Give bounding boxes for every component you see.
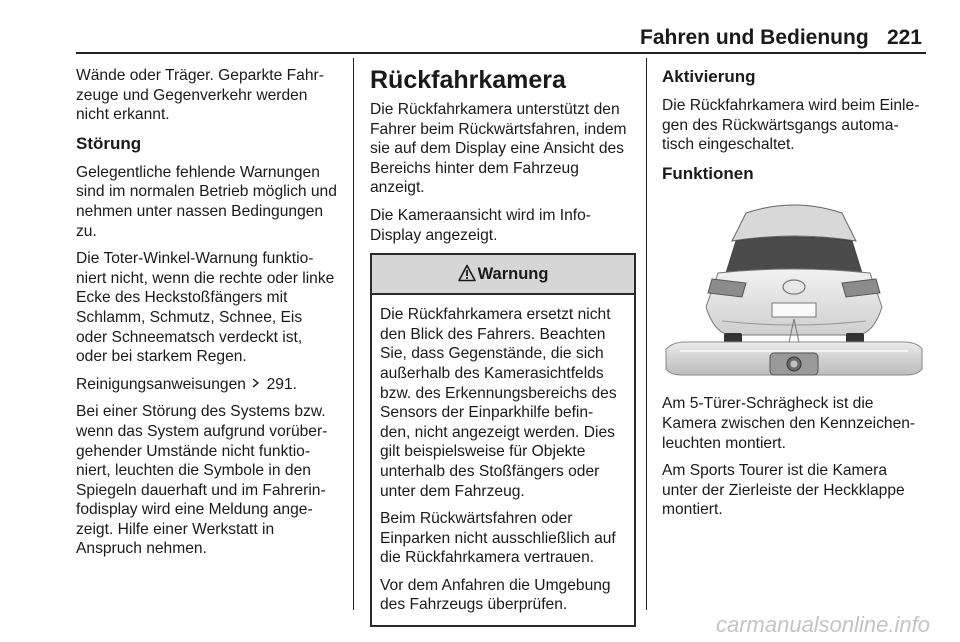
column-divider-right	[646, 58, 647, 610]
paragraph-sports-tourer-camera: Am Sports Tourer ist die Kamera unter der Zierleiste der Heckklappe montiert.	[662, 462, 905, 519]
page-reference-arrow-icon	[250, 377, 262, 389]
car-rear-view	[706, 205, 882, 345]
warning-box	[370, 253, 636, 627]
page-number: 221	[886, 26, 922, 49]
warning-paragraph-1: Die Rückfahrkamera ersetzt nicht den Blick des Fahrers. Beachten Sie, dass Gegenstände, die sich außerhalb des Kamerasichtfelds bzw. des Erkennungsbereichs des Sensors der Einparkhilfe befin- den, nicht angezeigt werden. Dies gilt beispielsweise für Objekte unterhalb des Stoßfängers oder unter dem Fahrzeug.	[380, 306, 617, 500]
camera-detail-view	[666, 342, 922, 375]
paragraph-occasional-warnings: Gelegentliche fehlende Warnungen sind im normalen Betrieb möglich und nehmen unter nassen Bedingungen zu.	[76, 163, 337, 240]
warning-paragraph-3: Vor dem Anfahren die Umgebung des Fahrzeugs überprüfen.	[380, 576, 611, 614]
paragraph-hatchback-camera: Am 5-Türer-Schrägheck ist die Kamera zwischen den Kennzeichen- leuchten montiert.	[662, 395, 916, 452]
page-header-title: Fahren und Bedienung	[640, 26, 869, 49]
column-2	[370, 66, 636, 627]
paragraph-activation: Die Rückfahrkamera wird beim Einle- gen des Rückwärtsgangs automa- tisch eingeschaltet.	[662, 97, 920, 154]
heading-stoerung: Störung	[76, 133, 142, 153]
warning-body	[372, 295, 634, 625]
heading-funktionen: Funktionen	[662, 163, 754, 183]
column-3	[662, 66, 928, 528]
warning-header	[372, 255, 634, 295]
watermark: carmanualsonline.info	[715, 612, 930, 637]
heading-aktivierung: Aktivierung	[662, 67, 756, 86]
reference-link[interactable]: 291.	[266, 375, 297, 393]
rear-camera-illustration	[662, 199, 926, 379]
paragraph-cleaning-reference: Reinigungsanweisungen 291.	[76, 375, 297, 393]
warning-title: Warnung	[477, 265, 549, 284]
column-1	[76, 66, 344, 567]
heading-rueckfahrkamera: Rückfahrkamera	[370, 66, 566, 94]
intro-paragraph: Wände oder Träger. Geparkte Fahr- zeuge und Gegenverkehr werden nicht erkannt.	[76, 67, 324, 124]
paragraph-blind-spot: Die Toter-Winkel-Warnung funktio- niert nicht, wenn die rechte oder linke Ecke des Heckstoßfängers mit Schlamm, Schmutz, Schnee, Eis oder Schneematsch verdeckt ist, oder bei starkem Regen.	[76, 250, 335, 366]
paragraph-camera-display: Die Kameraansicht wird im Info- Display angezeigt.	[370, 206, 591, 244]
paragraph-system-fault: Bei einer Störung des Systems bzw. wenn das System aufgrund vorüber- gehender Umstände nicht funktio- niert, leuchten die Symbole in den Spiegeln dauerhaft und im Fahrerin- fodisplay wird eine Meldung ange- zeigt. Hilfe einer Werkstatt in Anspruch nehmen.	[76, 403, 328, 558]
paragraph-camera-intro: Die Rückfahrkamera unterstützt den Fahrer beim Rückwärtsfahren, indem sie auf dem Display eine Ansicht des Bereichs hinter dem Fahrzeug anzeigt.	[370, 101, 627, 197]
column-divider-left	[353, 58, 354, 610]
warning-triangle-icon	[458, 264, 476, 282]
header-rule	[76, 52, 926, 54]
warning-paragraph-2: Beim Rückwärtsfahren oder Einparken nicht ausschließlich auf die Rückfahrkamera vertrauen.	[380, 510, 616, 567]
